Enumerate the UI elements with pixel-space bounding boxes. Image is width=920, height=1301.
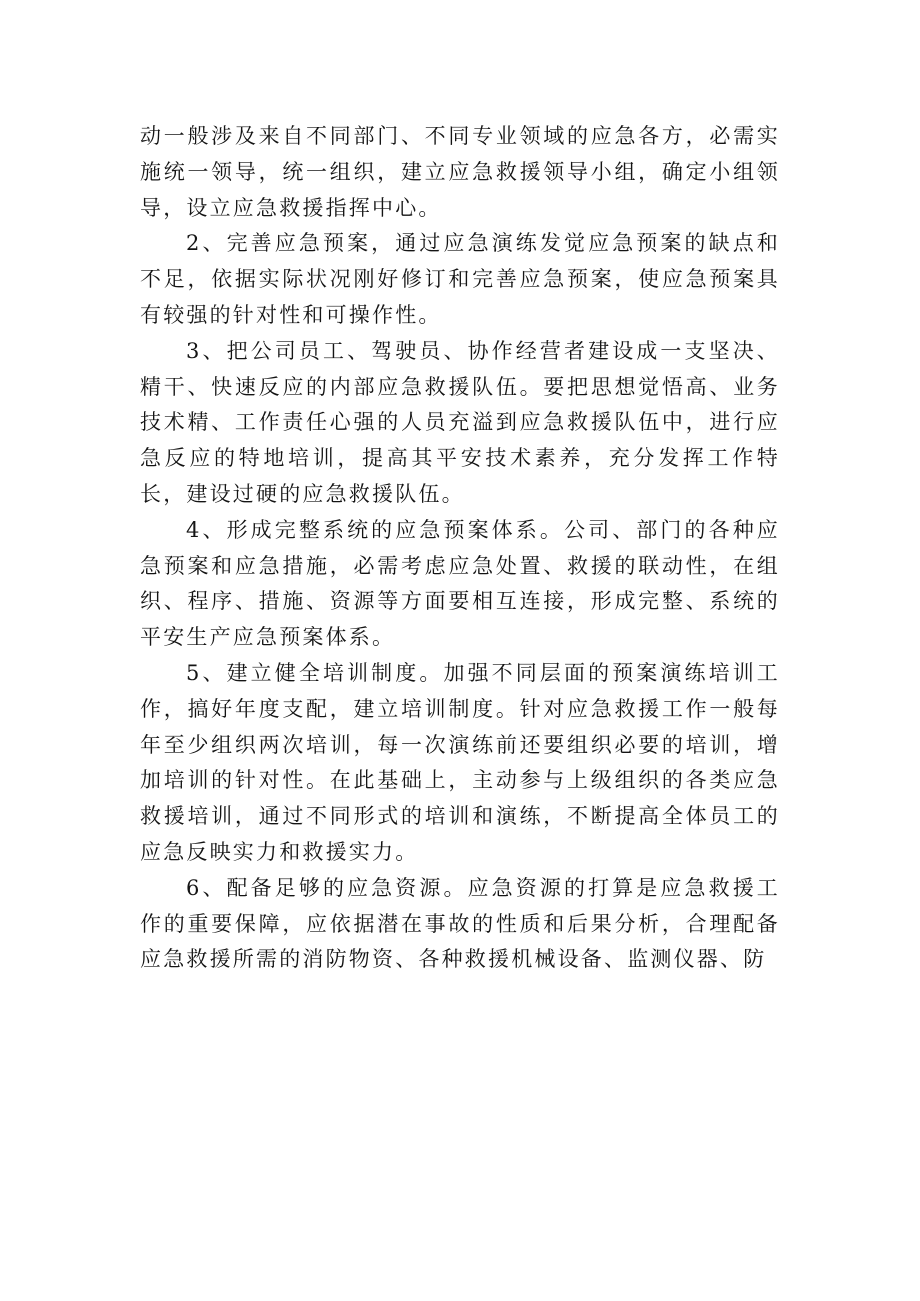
paragraph-item-2: 2、完善应急预案，通过应急演练发觉应急预案的缺点和不足，依据实际状况刚好修订和完善应急预案，使应急预案具有较强的针对性和可操作性。 — [140, 231, 780, 327]
paragraph-continued: 动一般涉及来自不同部门、不同专业领域的应急各方，必需实施统一领导，统一组织，建立应急救援领导小组，确定小组领导，设立应急救援指挥中心。 — [140, 124, 780, 220]
paragraph-item-3: 3、把公司员工、驾驶员、协作经营者建设成一支坚决、精干、快速反应的内部应急救援队伍。要把思想觉悟高、业务技术精、工作责任心强的人员充溢到应急救援队伍中，进行应急反应的特地培训，提高其平安技术素养，充分发挥工作特长，建设过硬的应急救援队伍。 — [140, 338, 780, 506]
paragraph-item-6: 6、配备足够的应急资源。应急资源的打算是应急救援工作的重要保障，应依据潜在事故的性质和后果分析，合理配备应急救援所需的消防物资、各种救援机械设备、监测仪器、防 — [140, 875, 780, 972]
paragraph-item-5: 5、建立健全培训制度。加强不同层面的预案演练培训工作，搞好年度支配，建立培训制度。针对应急救援工作一般每年至少组织两次培训，每一次演练前还要组织必要的培训，增加培训的针对性。在此基础上，主动参与上级组织的各类应急救援培训，通过不同形式的培训和演练，不断提高全体员工的应急反映实力和救援实力。 — [140, 660, 780, 864]
document-body — [140, 119, 780, 978]
paragraph-item-4: 4、形成完整系统的应急预案体系。公司、部门的各种应急预案和应急措施，必需考虑应急处置、救援的联动性，在组织、程序、措施、资源等方面要相互连接，形成完整、系统的平安生产应急预案体系。 — [140, 517, 780, 650]
